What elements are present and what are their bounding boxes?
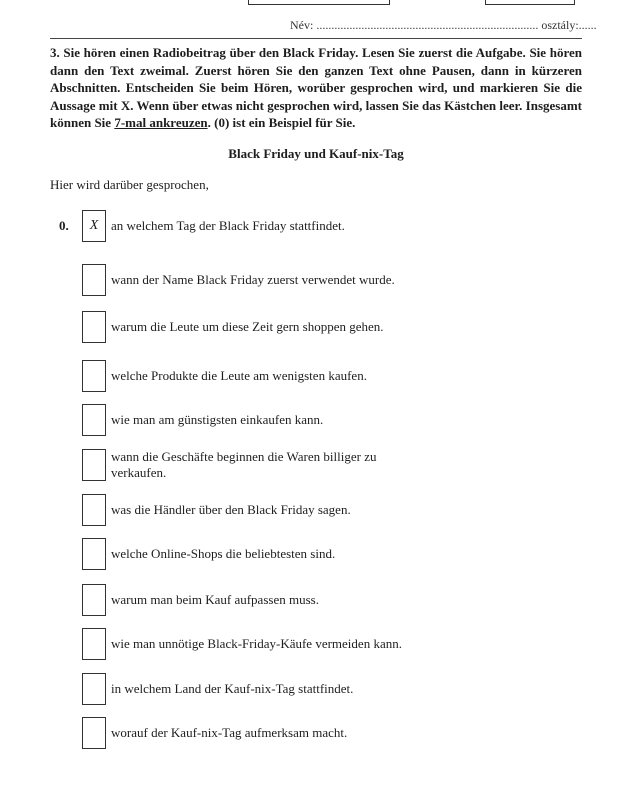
task-title: Black Friday und Kauf-nix-Tag [228, 146, 404, 161]
item-text: welche Online-Shops die beliebtesten sind. [111, 546, 336, 561]
instructions-text: 3. Sie hören einen Radiobeitrag über den Black Friday. Lesen Sie zuerst die Aufgabe. Sie hören dann den Text zweimal. Zuerst hören Sie den ganzen Text ohne Pausen, dann in kürzeren Abschnitten. Entscheiden Sie beim Hören, worüber gesprochen wird, und markieren Sie die Aussage mit X. Wenn über etwas nicht gesprochen wird, lassen Sie das Kästchen leer. Insgesamt können Sie [50, 45, 582, 130]
example-number: 0. [59, 218, 69, 233]
list-item [82, 311, 411, 343]
list-item [82, 264, 411, 296]
example-item [82, 210, 411, 242]
intro-text: Hier wird darüber gesprochen, [50, 177, 209, 192]
answer-checkbox[interactable] [82, 538, 106, 570]
item-text: wie man unnötige Black-Friday-Käufe vermeiden kann. [111, 636, 402, 651]
header-divider [50, 38, 582, 39]
answer-checkbox[interactable] [82, 449, 106, 481]
class-label[interactable]: osztály:...... [541, 18, 597, 32]
example-text: an welchem Tag der Black Friday stattfindet. [111, 218, 345, 233]
list-item [82, 449, 411, 481]
item-text: wann die Geschäfte beginnen die Waren billiger zu verkaufen. [111, 449, 377, 480]
top-box-right [485, 0, 575, 5]
list-item [82, 538, 411, 570]
example-checkbox: X [82, 210, 106, 242]
item-text: warum man beim Kauf aufpassen muss. [111, 592, 319, 607]
answer-checkbox[interactable] [82, 494, 106, 526]
answer-checkbox[interactable] [82, 717, 106, 749]
list-item [82, 628, 411, 660]
task-instructions [50, 44, 582, 132]
name-class-line [290, 18, 597, 33]
item-text: was die Händler über den Black Friday sagen. [111, 502, 351, 517]
answer-checkbox[interactable] [82, 673, 106, 705]
item-text: welche Produkte die Leute am wenigsten kaufen. [111, 368, 367, 383]
list-item [82, 360, 411, 392]
answer-checkbox[interactable] [82, 584, 106, 616]
answer-checkbox[interactable] [82, 360, 106, 392]
list-item [82, 673, 411, 705]
item-text: in welchem Land der Kauf-nix-Tag stattfindet. [111, 681, 354, 696]
item-text: wann der Name Black Friday zuerst verwendet wurde. [111, 272, 395, 287]
answer-checkbox[interactable] [82, 628, 106, 660]
name-field[interactable]: .......................................................................... [316, 18, 539, 32]
top-box-left [248, 0, 390, 5]
item-text: wie man am günstigsten einkaufen kann. [111, 412, 324, 427]
item-text: worauf der Kauf-nix-Tag aufmerksam macht. [111, 725, 348, 740]
list-item [82, 717, 411, 749]
list-item [82, 494, 411, 526]
list-item [82, 404, 411, 436]
instructions-underlined: 7-mal ankreuzen [114, 115, 208, 130]
list-item [82, 584, 411, 616]
answer-checkbox[interactable] [82, 311, 106, 343]
instructions-text-end: . (0) ist ein Beispiel für Sie. [207, 115, 356, 130]
name-label: Név: [290, 18, 314, 32]
item-text: warum die Leute um diese Zeit gern shoppen gehen. [111, 319, 384, 334]
answer-checkbox[interactable] [82, 264, 106, 296]
answer-checkbox[interactable] [82, 404, 106, 436]
